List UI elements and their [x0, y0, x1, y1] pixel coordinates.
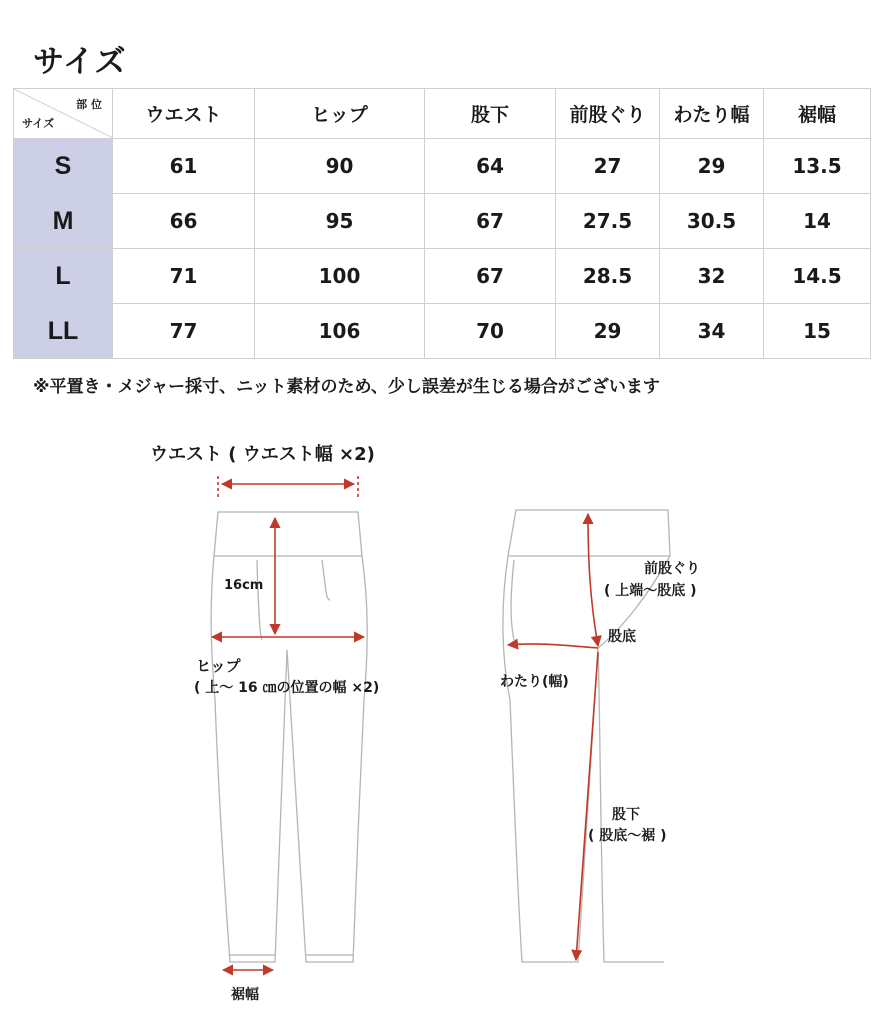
- table-cell: 64: [425, 139, 556, 194]
- table-cell: 14.5: [764, 249, 871, 304]
- table-cell: 67: [425, 194, 556, 249]
- front-rise-line: [588, 514, 598, 646]
- size-cell: S: [14, 139, 113, 194]
- rise-measure-label: 16cm: [224, 578, 264, 593]
- table-cell: 29: [660, 139, 764, 194]
- front-rise-label: 前股ぐり: [644, 561, 700, 577]
- front-rise-sub-label: ( 上端～股底 ): [604, 583, 697, 599]
- table-cell: 95: [255, 194, 425, 249]
- hip-sub-label: ( 上～ 16 ㎝の位置の幅 ×2): [194, 680, 380, 696]
- thigh-label: わたり(幅): [500, 674, 569, 690]
- table-cell: 77: [113, 304, 255, 359]
- table-cell: 71: [113, 249, 255, 304]
- table-cell: 14: [764, 194, 871, 249]
- hip-label: ヒップ: [196, 657, 241, 675]
- table-cell: 27.5: [556, 194, 660, 249]
- table-cell: 15: [764, 304, 871, 359]
- table-cell: 70: [425, 304, 556, 359]
- corner-label-part: 部 位: [76, 98, 102, 111]
- inseam-label: 股下: [612, 807, 640, 823]
- crotch-label: 股底: [608, 629, 636, 645]
- table-cell: 13.5: [764, 139, 871, 194]
- waist-label: ウエスト ( ウエスト幅 ×2): [150, 444, 375, 465]
- table-cell: 90: [255, 139, 425, 194]
- table-cell: 32: [660, 249, 764, 304]
- table-cell: 27: [556, 139, 660, 194]
- header-inseam: 股下: [425, 89, 556, 139]
- table-cell: 34: [660, 304, 764, 359]
- header-hip: ヒップ: [255, 89, 425, 139]
- measurement-note: ※平置き・メジャー採寸、ニット素材のため、少し誤差が生じる場合がございます: [33, 377, 660, 397]
- table-cell: 106: [255, 304, 425, 359]
- hem-label: 裾幅: [231, 987, 259, 1003]
- header-waist: ウエスト: [113, 89, 255, 139]
- table-cell: 100: [255, 249, 425, 304]
- table-cell: 61: [113, 139, 255, 194]
- page-title: サイズ: [33, 44, 127, 80]
- header-front-rise: 前股ぐり: [556, 89, 660, 139]
- header-thigh-width: わたり幅: [660, 89, 764, 139]
- table-cell: 67: [425, 249, 556, 304]
- header-hem-width: 裾幅: [764, 89, 871, 139]
- table-cell: 29: [556, 304, 660, 359]
- size-cell: M: [14, 194, 113, 249]
- size-cell: L: [14, 249, 113, 304]
- thigh-measure-line: [508, 644, 598, 648]
- inseam-line: [576, 652, 598, 960]
- size-cell: LL: [14, 304, 113, 359]
- inseam-sub-label: ( 股底～裾 ): [588, 828, 667, 844]
- table-cell: 66: [113, 194, 255, 249]
- corner-label-size: サイズ: [22, 117, 55, 130]
- table-cell: 30.5: [660, 194, 764, 249]
- table-cell: 28.5: [556, 249, 660, 304]
- measurement-lines: [212, 476, 598, 970]
